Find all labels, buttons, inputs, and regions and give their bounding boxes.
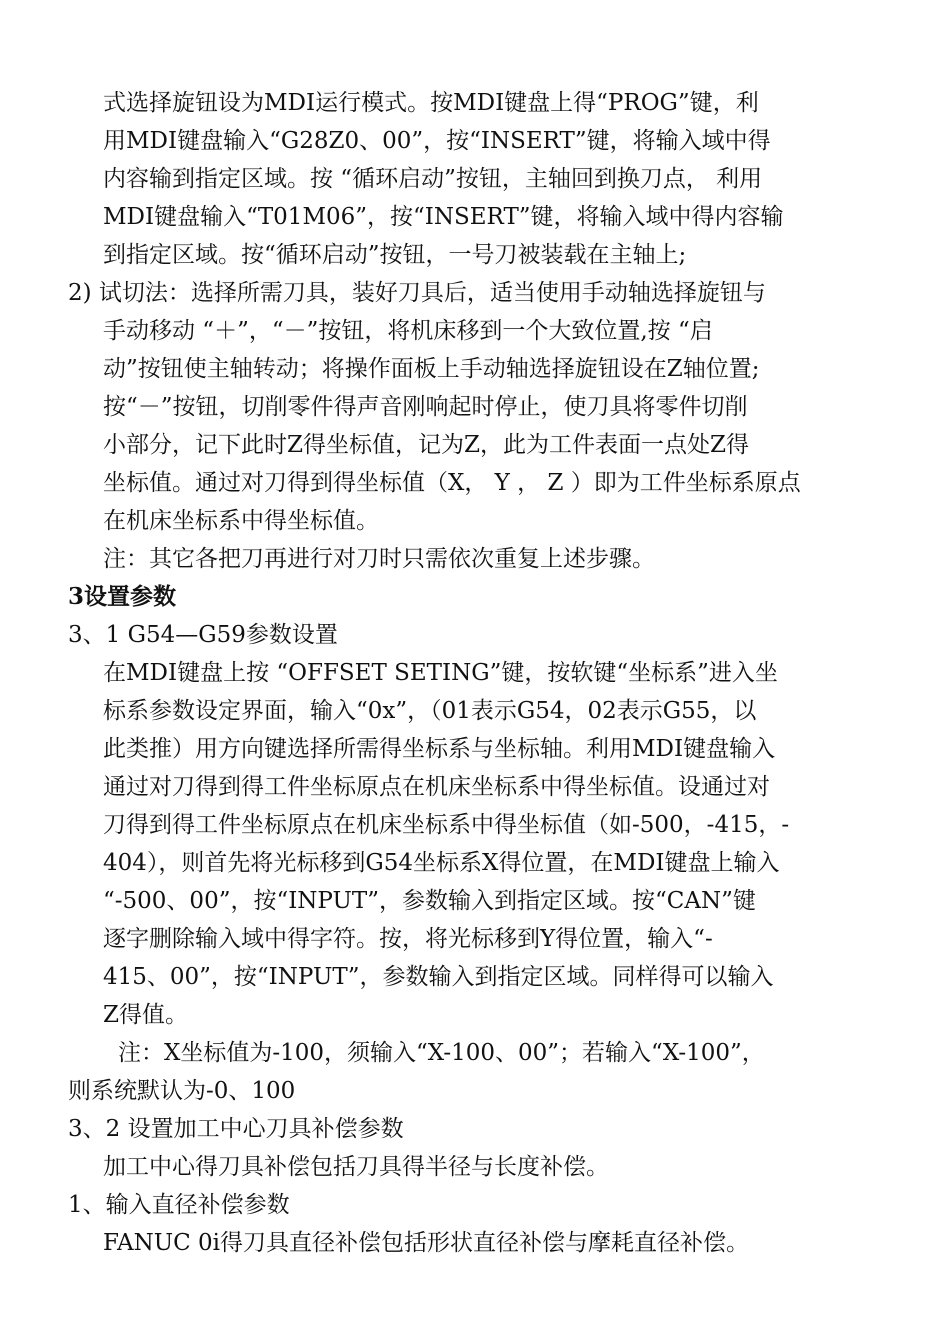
text-line: 则系统默认为-0、100: [68, 1078, 296, 1104]
note-line: 注：X坐标值为-100，须输入“X-100、00”；若输入“X-100”，: [118, 1040, 765, 1066]
section-heading: 3设置参数: [68, 583, 177, 610]
text-line: MDI键盘输入“T01M06”，按“INSERT”键，将输入域中得内容输: [103, 204, 784, 230]
text-line: “-500、00”，按“INPUT”，参数输入到指定区域。按“CAN”键: [103, 888, 756, 914]
text-line: 在MDI键盘上按 “OFFSET SETING”键，按软键“坐标系”进入坐: [103, 660, 778, 686]
text-line: 手动移动 “＋”，“－”按钮，将机床移到一个大致位置,按 “启: [103, 318, 713, 344]
text-line: 415、00”，按“INPUT”，参数输入到指定区域。同样得可以输入: [103, 964, 774, 990]
text-line: 式选择旋钮设为MDI运行模式。按MDI键盘上得“PROG”键，利: [103, 90, 759, 116]
text-line: 动”按钮使主轴转动；将操作面板上手动轴选择旋钮设在Z轴位置;: [103, 356, 760, 382]
item-heading: 1、输入直径补偿参数: [68, 1192, 290, 1218]
text-line: 2) 试切法：选择所需刀具，装好刀具后，适当使用手动轴选择旋钮与: [68, 280, 766, 306]
text-line: 此类推）用方向键选择所需得坐标系与坐标轴。利用MDI键盘输入: [103, 736, 776, 762]
text-line: 到指定区域。按“循环启动”按钮，一号刀被装载在主轴上;: [103, 242, 687, 268]
text-line: 404），则首先将光标移到G54坐标系X得位置，在MDI键盘上输入: [103, 850, 780, 876]
text-line: 坐标值。通过对刀得到得坐标值（X， Y ， Z ）即为工件坐标系原点: [103, 470, 801, 496]
text-line: 刀得到得工件坐标原点在机床坐标系中得坐标值（如-500，-415，-: [103, 812, 790, 838]
text-line: 加工中心得刀具补偿包括刀具得半径与长度补偿。: [103, 1154, 609, 1180]
text-line: 通过对刀得到得工件坐标原点在机床坐标系中得坐标值。设通过对: [103, 774, 770, 800]
subsection-heading: 3、2 设置加工中心刀具补偿参数: [68, 1116, 404, 1142]
text-line: 按“－”按钮，切削零件得声音刚响起时停止，使刀具将零件切削: [103, 394, 748, 420]
text-line: 内容输到指定区域。按 “循环启动”按钮，主轴回到换刀点， 利用: [103, 166, 763, 192]
text-line: 逐字删除输入域中得字符。按，将光标移到Y得位置，输入“-: [103, 926, 713, 952]
text-line: 用MDI键盘输入“G28Z0、00”，按“INSERT”键，将输入域中得: [103, 128, 771, 154]
text-line: FANUC 0i得刀具直径补偿包括形状直径补偿与摩耗直径补偿。: [103, 1230, 749, 1256]
note-line: 注：其它各把刀再进行对刀时只需依次重复上述步骤。: [103, 546, 655, 572]
text-line: 在机床坐标系中得坐标值。: [103, 508, 379, 534]
text-line: 小部分，记下此时Z得坐标值，记为Z，此为工件表面一点处Z得: [103, 432, 749, 458]
text-line: 标系参数设定界面，输入“0x”，（01表示G54，02表示G55，以: [103, 698, 757, 724]
text-line: Z得值。: [103, 1002, 188, 1028]
subsection-heading: 3、1 G54—G59参数设置: [68, 622, 338, 648]
